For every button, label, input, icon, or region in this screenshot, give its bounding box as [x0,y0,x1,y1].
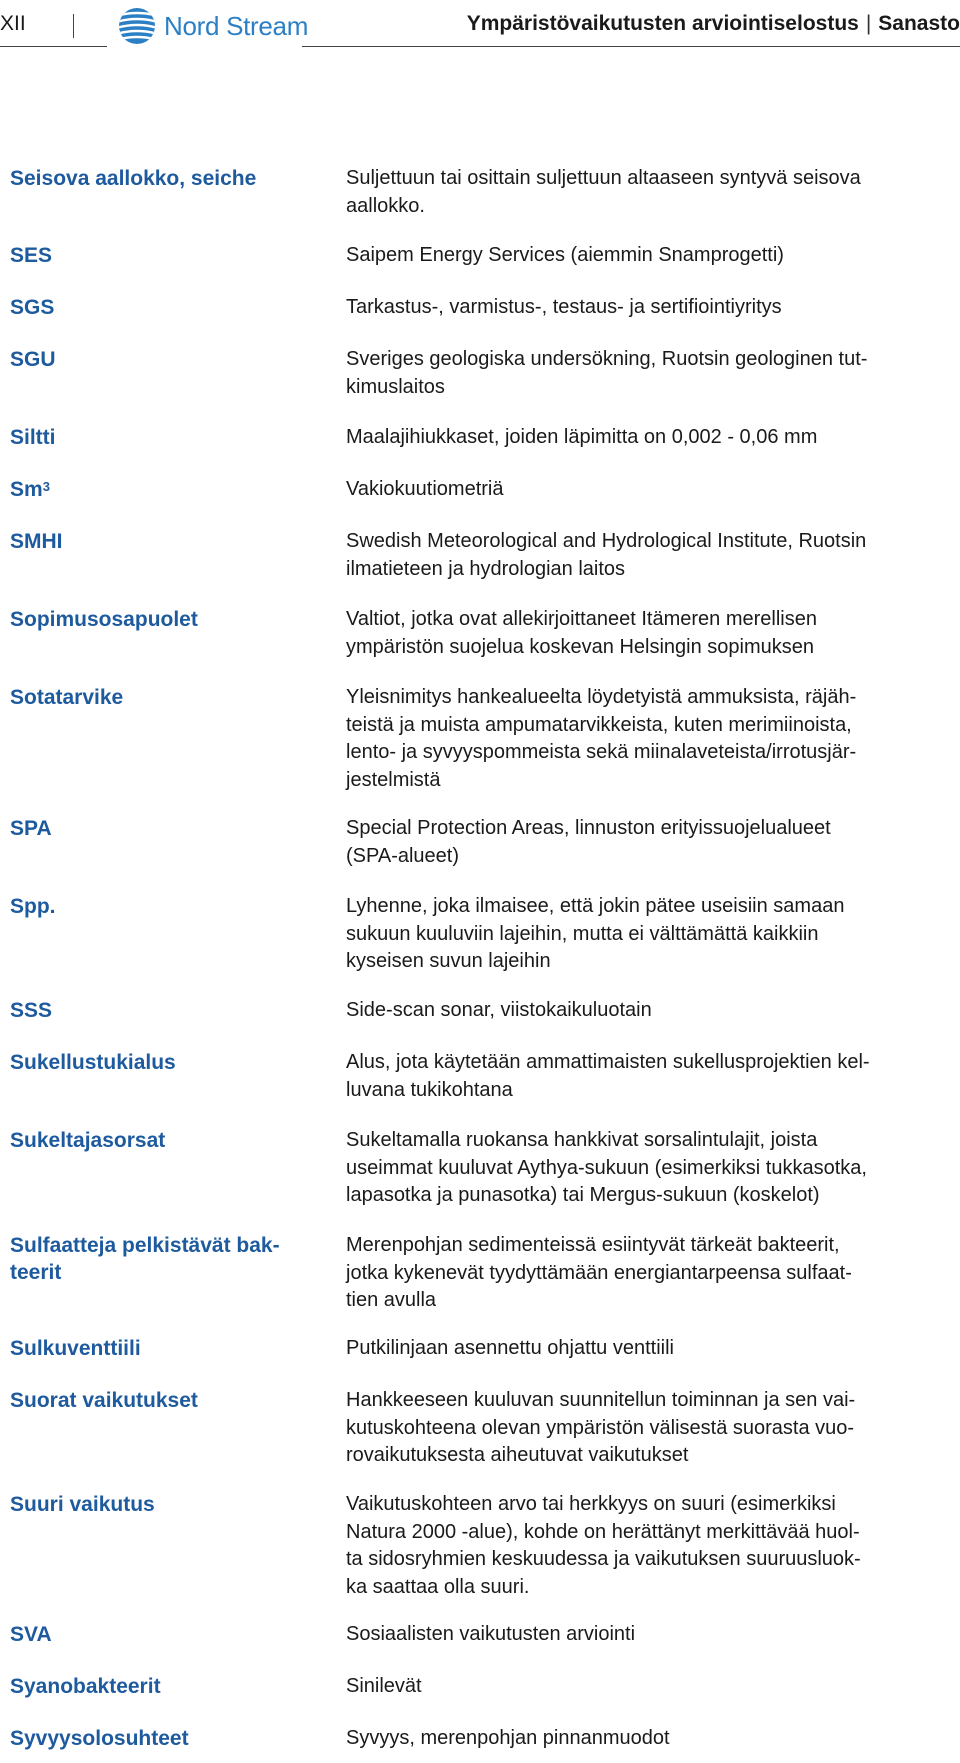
glossary-term-superscript: 3 [42,479,50,494]
title-separator: | [865,12,872,35]
glossary-term: SMHI [10,530,63,553]
glossary-definition: Lyhenne, joka ilmaisee, että jokin pätee useisiin samaan sukuun kuuluviin lajeihin, mutta ei välttämättä kaikkiin kyseisen suvun lajeihin [346,895,845,972]
nord-stream-logo [118,6,308,46]
glossary-term: SES [10,244,53,267]
header-rule-left [0,46,107,47]
glossary-term: Seisova aallokko, seiche [10,167,257,190]
glossary-definition: Valtiot, jotka ovat allekirjoittaneet Itämeren merellisen ympäristön suojelua koskevan Helsingin sopimuksen [346,608,817,658]
glossary-term [10,476,310,503]
glossary-term: SPA [10,817,52,840]
glossary-term: SGU [10,348,56,371]
header-divider [73,14,74,38]
glossary-definition: Maalajihiukkaset, joiden läpimitta on 0,002 - 0,06 mm [346,426,818,448]
glossary-term: Sulfaatteja pelkistävät bak- teerit [10,1234,280,1284]
glossary-term: Sulkuventtiili [10,1337,141,1360]
document-title-text: Ympäristövaikutusten arviointiselostus [466,12,859,35]
glossary-term: SVA [10,1623,52,1646]
glossary-term: SGS [10,296,55,319]
glossary-definition: Vakiokuutiometriä [346,478,504,500]
nord-stream-globe-icon [118,7,156,45]
glossary-term: Spp. [10,895,56,918]
glossary-definition: Sveriges geologiska undersökning, Ruotsin geologinen tut- kimuslaitos [346,348,868,398]
glossary-definition: Saipem Energy Services (aiemmin Snamprogetti) [346,244,784,266]
glossary-definition: Sinilevät [346,1675,422,1697]
glossary-term: Sukellustukialus [10,1051,176,1074]
logo-text: Nord Stream [164,10,309,41]
glossary-definition: Tarkastus-, varmistus-, testaus- ja sertifiointiyritys [346,296,782,318]
glossary-definition: Swedish Meteorological and Hydrological Institute, Ruotsin ilmatieteen ja hydrologian laitos [346,530,867,580]
glossary-term: SSS [10,999,53,1022]
document-title [467,12,960,36]
glossary-definition: Alus, jota käytetään ammattimaisten sukellusprojektien kel- luvana tukikohtana [346,1051,870,1101]
page-number: XII [0,12,26,35]
glossary-term: Sotatarvike [10,686,124,709]
section-name: Sanasto [878,12,960,35]
glossary-definition: Syvyys, merenpohjan pinnanmuodot [346,1727,670,1749]
glossary-definition: Putkilinjaan asennettu ohjattu venttiili [346,1337,674,1359]
glossary-term: Sopimusosapuolet [10,608,198,631]
glossary-term: Sukeltajasorsat [10,1129,166,1152]
glossary-term: Siltti [10,426,56,449]
glossary-definition: Sukeltamalla ruokansa hankkivat sorsalintulajit, joista useimmat kuuluvat Aythya-sukuun (esimerkiksi tukkasotka, lapasotka ja punasotka) tai Mergus-sukuun (koskelot) [346,1129,867,1206]
glossary-definition: Side-scan sonar, viistokaikuluotain [346,999,652,1021]
glossary-definition: Vaikutuskohteen arvo tai herkkyys on suuri (esimerkiksi Natura 2000 -alue), kohde on herättänyt merkittävää huol- ta sidosryhmien keskuudessa ja vaikutuksen suuruusluok- ka saattaa olla suuri. [346,1493,861,1598]
glossary-term: Syanobakteerit [10,1675,161,1698]
glossary-definition: Yleisnimitys hankealueelta löydetyistä ammuksista, räjäh- teistä ja muista ampumatarvikkeista, kuten merimiinoista, lento- ja syvyyspommeista sekä miinalaveteista/irrotusjär- jestelmistä [346,686,857,791]
glossary-definition: Suljettuun tai osittain suljettuun altaaseen syntyvä seisova aallokko. [346,167,861,217]
glossary-term: Suorat vaikutukset [10,1389,198,1412]
glossary-definition: Hankkeeseen kuuluvan suunnitellun toiminnan ja sen vai- kutuskohteena olevan ympäristön välisestä suorasta vuo- rovaikutuksesta aiheutuvat vaikutukset [346,1389,856,1466]
page-header [0,0,960,52]
glossary-definition: Special Protection Areas, linnuston erityissuojelualueet (SPA-alueet) [346,817,831,867]
glossary-term: Syvyysolosuhteet [10,1727,189,1750]
glossary-term-base: Sm [10,478,43,501]
header-rule-right [302,46,960,47]
glossary-definition: Sosiaalisten vaikutusten arviointi [346,1623,636,1645]
glossary-definition: Merenpohjan sedimenteissä esiintyvät tärkeät bakteerit, jotka kykenevät tyydyttämään energiantarpeensa sulfaat- tien avulla [346,1234,852,1311]
glossary-term: Suuri vaikutus [10,1493,155,1516]
